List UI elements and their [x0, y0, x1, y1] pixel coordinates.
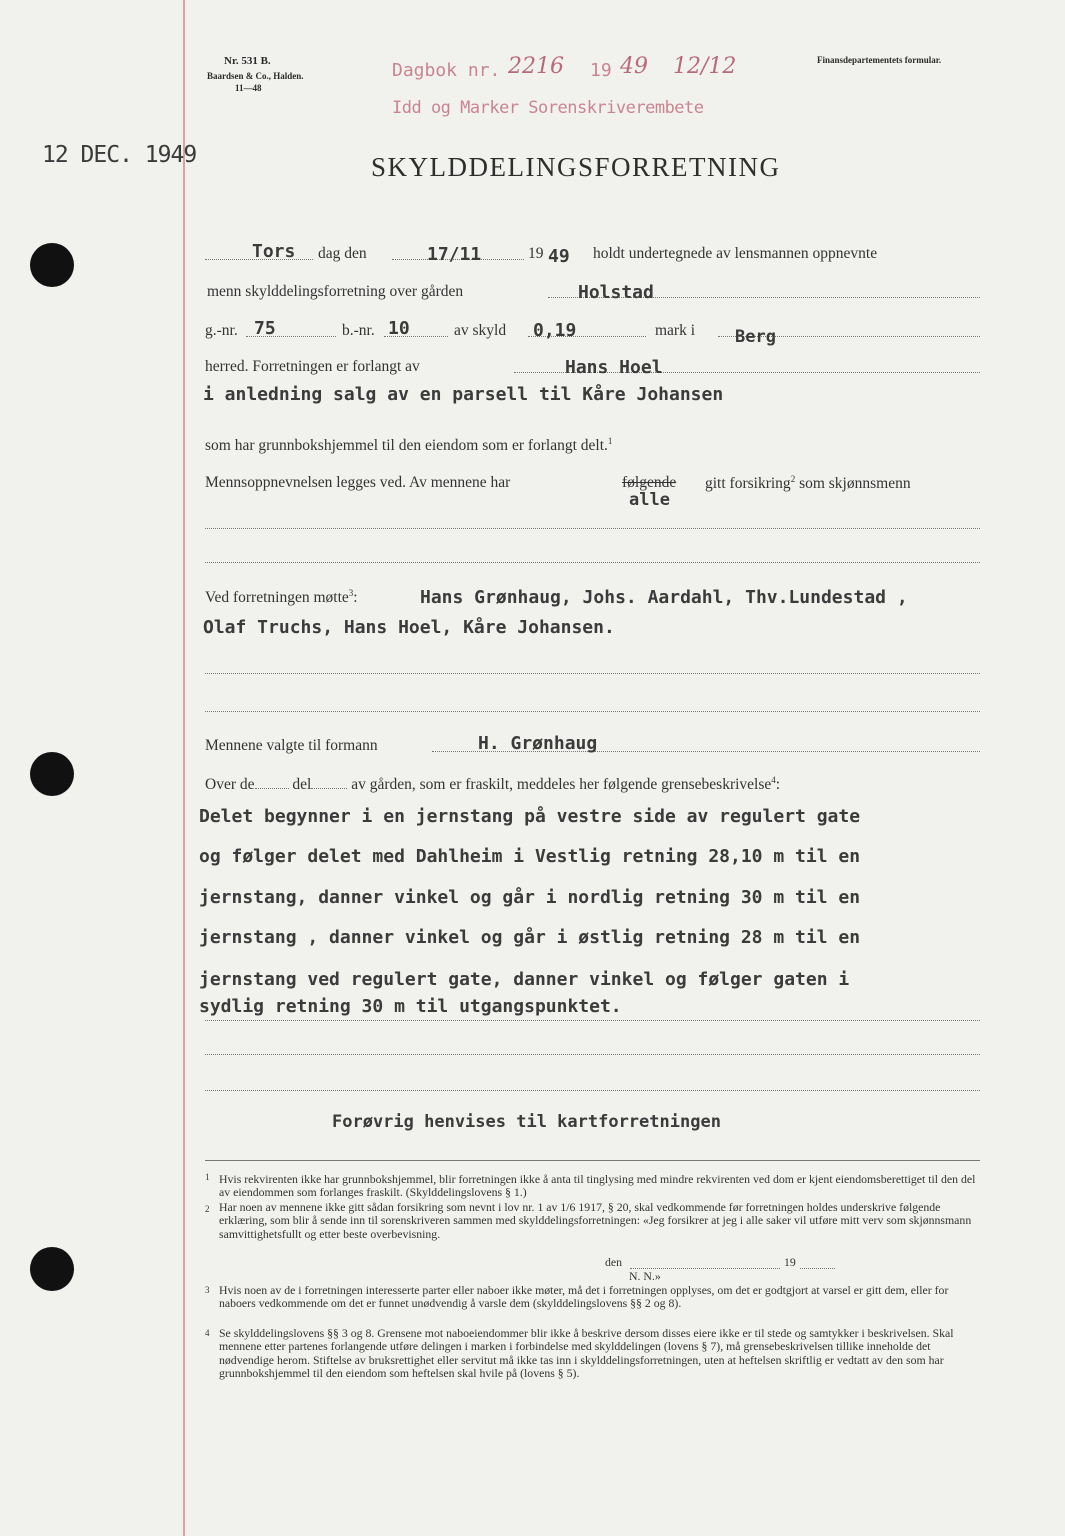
field-year: 49 [548, 246, 570, 267]
footnote-number: 2 [205, 1204, 210, 1214]
label-farm: menn skylddelingsforretning over gården [207, 283, 464, 300]
document-title: SKYLDDELINGSFORRETNING [371, 152, 781, 182]
field-gnr: 75 [254, 318, 276, 339]
footnote-1: Hvis rekvirenten ikke har grunnbokshjemmel, blir forretningen ikke å anta til tinglysing med mindre rekvirenten ved dom er kjent eiendomsberettiget til den del av eiendommen som forlanges fraskilt. (Skylddelingslovens § 1.) [219, 1172, 976, 1200]
label-present: Ved forretningen møtte$^3$: [205, 588, 358, 607]
punch-hole [30, 243, 74, 287]
boundary-line: jernstang ved regulert gate, danner vinkel og følger gaten i [199, 969, 850, 990]
footnote-4: Se skylddelingslovens §§ 3 og 8. Grensene mot naboeiendommer blir ikke å beskrive dersom disses eiere ikke er til stede og samtykker i beskrivelsen. Skal mennene etter partenes forlangende utføre delingen i marken i forbindelse med skylddelingen (lovens § 7), må grensebeskrivelsen tillike inneholde det nødvendige herom. Stiftelse av bruksrettighet eller servitut må ikke tas inn i skylddelingsforretningen, uten at heftelsen skriftlig er vedtatt av den som har grunnbokshjemmel til den eiendom som heftelsen skal hvile på (lovens § 5). [219, 1326, 954, 1381]
closing-remark: Forøvrig henvises til kartforretningen [332, 1112, 721, 1132]
diary-stamp-label: Dagbok nr. [392, 60, 501, 81]
field-requested-by: Hans Hoel [565, 357, 663, 378]
field-insured-by: alle [629, 490, 670, 510]
diary-number: 2216 [508, 54, 564, 79]
field-municipality: Berg [735, 327, 776, 347]
boundary-line: sydlig retning 30 m til utgangspunktet. [199, 996, 622, 1017]
field-bnr: 10 [388, 318, 410, 339]
label-mark: mark i [655, 322, 696, 339]
label-year-prefix: 19 [528, 245, 544, 262]
label-skyld: av skyld [454, 322, 507, 339]
margin-line [183, 0, 185, 1536]
field-farm: Holstad [578, 282, 654, 303]
form-number: Nr. 531 B. [224, 55, 271, 67]
label-dag-den: dag den [318, 245, 367, 262]
footnote-number: 1 [205, 1172, 210, 1182]
punch-hole [30, 752, 74, 796]
struck-word: følgende [622, 474, 677, 491]
field-skyld: 0,19 [533, 320, 577, 341]
boundary-line: og følger delet med Dahlheim i Vestlig retning 28,10 m til en [199, 846, 861, 867]
diary-year-prefix: 19 [590, 60, 612, 81]
footnote-number: 4 [205, 1328, 210, 1338]
footnote-2-signature: N. N.» [629, 1269, 661, 1283]
field-present-2: Olaf Truchs, Hans Hoel, Kåre Johansen. [203, 617, 615, 638]
print-date: 11—48 [235, 83, 262, 93]
footnote-number: 3 [205, 1285, 210, 1295]
boundary-line: jernstang , danner vinkel og går i østlig retning 28 m til en [199, 927, 861, 948]
field-present-1: Hans Grønhaug, Johs. Aardahl, Thv.Lundestad , [420, 587, 908, 608]
field-purpose: i anledning salg av en parsell til Kåre Johansen [203, 384, 724, 405]
printer: Baardsen & Co., Halden. [207, 71, 304, 81]
boundary-line: Delet begynner i en jernstang på vestre side av regulert gate [199, 806, 861, 827]
label-land-register: som har grunnbokshjemmel til den eiendom som er forlangt delt.$^1$ [205, 436, 613, 455]
label-bnr: b.-nr. [342, 322, 375, 339]
field-date: 17/11 [427, 244, 482, 265]
received-date-stamp: 12 DEC. 1949 [42, 142, 197, 168]
punch-hole [30, 1247, 74, 1291]
label-chairman: Mennene valgte til formann [205, 737, 378, 754]
footnote-2: Har noen av mennene ikke gitt sådan forsikring som nevnt i lov nr. 1 av 1/6 1917, § 20, skal vedkommende før forretningen holdes underskrive følgende erklæring, som blir å sende inn til sorenskriveren sammen med skylddelingsforretningen: «Jeg forsikrer at jeg i alle saker vil utføre mitt verv som skjønnsmann samvittighetsfullt og etter beste overbevisning. [219, 1200, 972, 1241]
footnote-3: Hvis noen av de i forretningen interesserte parter eller naboer ikke møter, må det i forretningen opplyses, om det er godtgjort at varsel er gitt dem, eller for naboers vedkommende om det er funnet unødvendig å varsle dem (skylddelingslovens §§ 2 og 8). [219, 1283, 949, 1311]
label-held: holdt undertegnede av lensmannen oppnevnte [593, 245, 878, 262]
footnote-2-den: den [605, 1255, 623, 1269]
ministry-label: Finansdepartementets formular. [817, 55, 942, 65]
label-requested: herred. Forretningen er forlangt av [205, 358, 420, 375]
field-chairman: H. Grønhaug [478, 733, 598, 754]
label-insurance: gitt forsikring$^2$ som skjønnsmenn [705, 474, 911, 493]
diary-date: 12/12 [673, 54, 737, 79]
label-boundary: Over de del av gården, som er fraskilt, meddeles her følgende grensebeskrivelse$^4$: [205, 775, 781, 794]
label-appointment: Mennsoppnevnelsen legges ved. Av mennene har [205, 474, 511, 491]
boundary-line: jernstang, danner vinkel og går i nordlig retning 30 m til en [199, 887, 861, 908]
label-gnr: g.-nr. [205, 322, 238, 339]
footnote-2-year: 19 [784, 1255, 796, 1269]
field-weekday: Tors [252, 241, 296, 262]
diary-year: 49 [620, 54, 648, 79]
court-stamp: Idd og Marker Sorenskriverembete [392, 98, 704, 118]
